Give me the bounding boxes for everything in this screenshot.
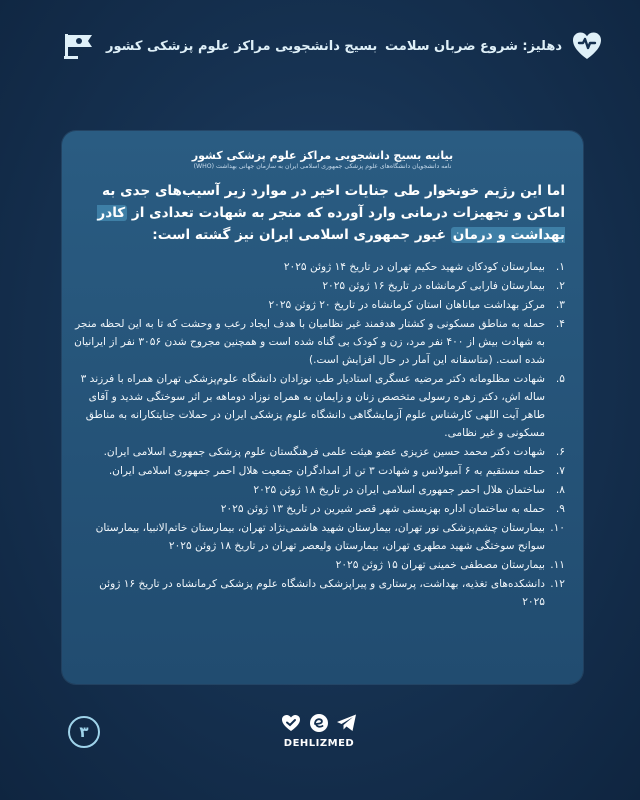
page-number: ۳ (68, 716, 100, 748)
list-item-text: بیمارستان مصطفی خمینی تهران ۱۵ ژوئن ۲۰۲۵ (335, 559, 545, 571)
list-item-number: ۱۲. (550, 578, 565, 590)
list-item-number: ۶. (555, 446, 565, 458)
dehliz-brand-text: دهلیز: شروع ضربان سلامت (385, 38, 562, 54)
list-item-number: ۳. (555, 299, 565, 311)
eitaa-icon[interactable] (308, 712, 330, 734)
social-links (274, 712, 364, 749)
intro-text-end: غیور جمهوری اسلامی ایران نیز گشته است: (152, 227, 451, 243)
list-item (74, 315, 565, 369)
list-item (74, 500, 565, 518)
statement-card (62, 131, 583, 684)
intro-highlight: کادر بهداشت و درمان (97, 205, 565, 243)
social-handle: DEHLIZMED (283, 738, 355, 749)
list-item-number: ۲. (555, 280, 565, 292)
list-item-text: شهادت مظلومانه دکتر مرضیه عسگری استادیار طب نوزادان دانشگاه علوم‌پزشکی تهران همراه با فرزند ۳ ساله اش، دکتر زهره رسولی متخصص زنان و زایمان به همراه نوزاد دوماهه بر اثر سوختگی شدید و آقای طاهر آیت اللهی کارشناس علوم آزمایشگاهی دانشگاه علوم پزشکی ایران در حملات جنایتکارانه به مناطق مسکونی و غیر نظامی. (80, 373, 545, 439)
intro-text-start: اما این رژیم خونخوار طی جنایات اخیر در موارد زیر آسیب‌های جدی به اماکن و تجهیزات درمانی وارد آورده که منجر به شهادت تعدادی از (102, 183, 565, 221)
heart-check-icon[interactable] (280, 712, 302, 734)
intro-paragraph (74, 180, 565, 246)
list-item-text: مرکز بهداشت میاناهان استان کرمانشاه در تاریخ ۲۰ ژوئن ۲۰۲۵ (268, 299, 545, 311)
card-title: بیانیه بسیج دانشجویی مراکز علوم پزشکی کشور (191, 149, 454, 162)
list-item (74, 370, 565, 442)
list-item (74, 277, 565, 295)
list-item-number: ۸. (555, 484, 565, 496)
list-item-number: ۹. (555, 503, 565, 515)
list-item-number: ۱. (555, 261, 565, 273)
list-item-text: بیمارستان چشم‌پزشکی نور تهران، بیمارستان شهید هاشمی‌نژاد تهران، بیمارستان خاتم‌الانبیا، بیمارستان سوانح سوختگی شهید مطهری تهران، بیمارستان ولیعصر تهران در تاریخ ۱۸ ژوئن ۲۰۲۵ (95, 522, 545, 552)
list-item-number: ۱۰. (550, 522, 565, 534)
top-bar (0, 28, 640, 68)
list-item-number: ۵. (555, 373, 565, 385)
list-item (74, 575, 565, 611)
list-item-text: حمله مستقیم به ۶ آمبولانس و شهادت ۳ تن از امدادگران جمعیت هلال احمر جمهوری اسلامی ایران. (108, 465, 545, 477)
list-item (74, 519, 565, 555)
list-item-number: ۴. (555, 318, 565, 330)
telegram-icon[interactable] (336, 712, 358, 734)
basij-brand (62, 28, 377, 64)
basij-brand-text: بسیج دانشجویی مراکز علوم پزشکی کشور (106, 38, 378, 54)
list-item (74, 481, 565, 499)
list-item-text: بیمارستان فارابی کرمانشاه در تاریخ ۱۶ ژوئن ۲۰۲۵ (322, 280, 545, 292)
footer (0, 712, 640, 772)
dehliz-brand (385, 28, 604, 64)
card-header (62, 149, 583, 170)
list-item-text: ساختمان هلال احمر جمهوری اسلامی ایران در تاریخ ۱۸ ژوئن ۲۰۲۵ (253, 484, 545, 496)
basij-flag-icon (62, 30, 96, 62)
list-item (74, 462, 565, 480)
list-item-number: ۷. (555, 465, 565, 477)
social-icons (280, 712, 358, 734)
card-subtitle: نامه دانشجویان دانشگاه‌های علوم پزشکی جمهوری اسلامی ایران به سازمان جهانی بهداشت (WHO) (193, 163, 452, 170)
list-item (74, 258, 565, 276)
list-item (74, 443, 565, 461)
heart-logo-icon (570, 29, 604, 63)
list-item-text: شهادت دکتر محمد حسین عزیزی عضو هیئت علمی فرهنگستان علوم پزشکی جمهوری اسلامی ایران. (103, 446, 545, 458)
list-item-text: بیمارستان کودکان شهید حکیم تهران در تاریخ ۱۴ ژوئن ۲۰۲۵ (283, 261, 545, 273)
damage-list (74, 258, 565, 611)
list-item-number: ۱۱. (550, 559, 565, 571)
list-item-text: حمله به مناطق مسکونی و کشتار هدفمند غیر نظامیان با هدف ایجاد رعب و وحشت که تا به این لحظه منجر به شهادت بیش از ۴۰۰ نفر مرد، زن و کودک بی گناه شده است و همچنین مجروح شدن ۳۰۵۶ نفر از ایرانیان شده است. (متاسفانه این آمار در حال افزایش است.) (74, 318, 545, 366)
list-item (74, 296, 565, 314)
list-item-text: حمله به ساختمان اداره بهزیستی شهر قصر شیرین در تاریخ ۱۳ ژوئن ۲۰۲۵ (220, 503, 545, 515)
list-item (74, 556, 565, 574)
list-item-text: دانشکده‌های تغذیه، بهداشت، پرستاری و پیراپزشکی دانشگاه علوم پزشکی کرمانشاه در تاریخ ۱۶ ژوئن ۲۰۲۵ (99, 578, 545, 608)
